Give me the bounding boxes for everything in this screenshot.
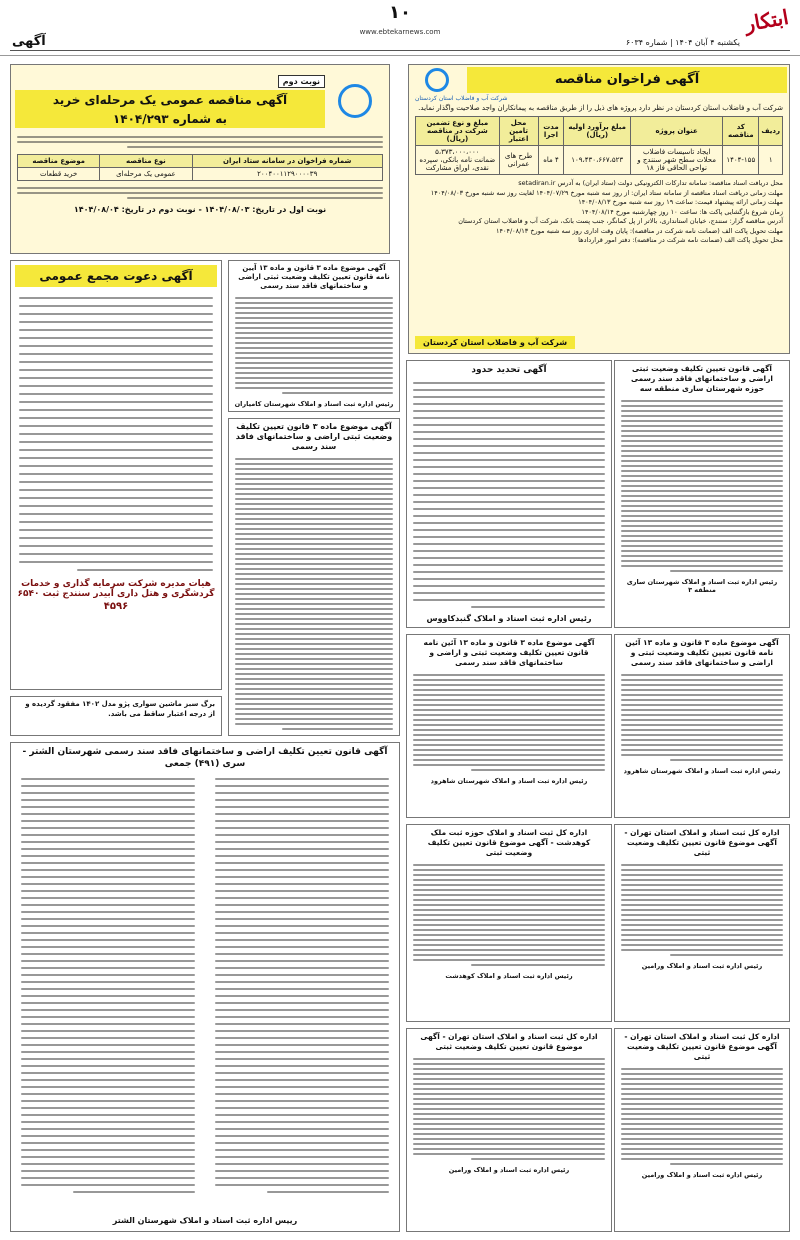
- assembly-footer: هیات مدیره شرکت سرمایه گذاری و خدمات گردشگری و هتل داری آبیدر سنندج ثبت ۶۵۴۰: [17, 579, 215, 599]
- tender-announcement-right: [408, 64, 790, 354]
- ad-a3: اداره کل ثبت اسناد و املاک استان تهران - آگهی موضوع قانون تعیین تکلیف وضعیت ثبتی رئیس اداره ثبت اسناد و املاک ورامین: [614, 824, 790, 1022]
- water-drop-icon: [338, 84, 372, 118]
- ad-center-top: آگهی موضوع ماده ۳ قانون و ماده ۱۳ آیین نامه قانون تعیین تکلیف وضعیت ثبتی اراضی و ساختمانهای فاقد سند رسمی رئیس اداره ثبت اسناد و املاک شهرستان کامیاران: [228, 260, 400, 412]
- tender-table: [415, 116, 783, 175]
- tender-left-number: به شماره ۱۴۰۴/۲۹۳: [15, 110, 325, 128]
- col-row: ردیف: [759, 117, 783, 146]
- assembly-code: ۴۵۹۶: [103, 601, 129, 612]
- page-number: ۱۰: [389, 2, 411, 23]
- assembly-header: آگهی دعوت مجمع عمومی: [15, 265, 217, 287]
- ad-a6: اداره کل ثبت اسناد و املاک استان تهران - آگهی موضوع قانون تعیین تکلیف وضعیت ثبتی رئیس اداره ثبت اسناد و املاک ورامین: [406, 1028, 612, 1232]
- col-estimate: مبلغ برآورد اولیه (ریال): [564, 117, 631, 146]
- water-drop-icon: [425, 68, 449, 92]
- tender-footer: شرکت آب و فاضلاب استان کردستان: [415, 336, 575, 349]
- org-caption: شرکت آب و فاضلاب استان کردستان: [415, 95, 508, 102]
- section-title: آگهی: [12, 34, 46, 49]
- ad-bottom-left: آگهی قانون تعیین تکلیف اراضی و ساختمانهای فاقد سند رسمی شهرستان الشتر - سری (۴۹۱) جمعی رییس اداره ثبت اسناد و املاک شهرستان الشتر: [10, 742, 400, 1232]
- tender-announcement-left: [10, 64, 390, 254]
- col-funding: محل تامین اعتبار: [499, 117, 538, 146]
- ad-a5: اداره کل ثبت اسناد و املاک استان تهران - آگهی موضوع قانون تعیین تکلیف وضعیت ثبتی رئیس اداره ثبت اسناد و املاک ورامین: [614, 1028, 790, 1232]
- ad-a1: آگهی موضوع ماده ۳ قانون و ماده ۱۳ آئین نامه قانون تعیین تکلیف وضعیت ثبتی و اراضی و ساختمانهای فاقد سند رسمی رئیس اداره ثبت اسناد و املاک شهرستان شاهرود: [614, 634, 790, 818]
- tender-intro: شرکت آب و فاضلاب استان کردستان در نظر دارد پروژه های ذیل را از طریق مناقصه به پیمانکاران واجد صلاحیت واگذار نماید.: [418, 104, 783, 112]
- ad-a4: اداره کل ثبت اسناد و املاک حوزه ثبت ملک کوهدشت - آگهی موضوع قانون تعیین تکلیف وضعیت ثبتی رئیس اداره ثبت اسناد و املاک کوهدشت: [406, 824, 612, 1022]
- round-badge: نوبت دوم: [278, 75, 325, 88]
- masthead: [0, 0, 800, 56]
- table-row: ۲۰۰۴۰۰۱۱۲۹۰۰۰۰۳۹ عمومی یک مرحله‌ای خرید قطعات: [18, 168, 383, 181]
- ad-a2: آگهی موضوع ماده ۳ قانون و ماده ۱۳ آئین نامه قانون تعیین تکلیف وضعیت ثبتی و اراضی و ساختمانهای فاقد سند رسمی رئیس اداره ثبت اسناد و املاک شهرستان شاهرود: [406, 634, 612, 818]
- issue-date: یکشنبه ۴ آبان ۱۴۰۴ | شماره ۶۰۳۴: [625, 38, 740, 47]
- tender-left-table: شماره فراخوان در سامانه ستاد ایران نوع مناقصه موضوع مناقصه ۲۰۰۴۰۰۱۱۲۹۰۰۰۰۳۹ عمومی یک مرحله‌ای خرید قطعات: [17, 154, 383, 181]
- assembly-notice: [10, 260, 222, 690]
- table-row: ۱ ۱۴۰۴-۱۵۵ ایجاد تاسیسات فاضلاب محلات سطح شهر سنندج و نواحی الحاقی فاز ۱۸ ۱۰۹،۴۳۰،۶۶۷،۵۲۳ ۴ ماه طرح های عمرانی ۵،۳۷۳،۰۰۰،۰۰۰ ضمانت نامه بانکی، سپرده نقدی، اوراق مشارکت: [416, 146, 783, 175]
- org-logo-left: [325, 80, 385, 118]
- ad-boundary-notice: آگهی تحدید حدود رئیس اداره ثبت اسناد و املاک گنبدکاووس: [406, 360, 612, 628]
- col-guarantee: مبلغ و نوع تضمین شرکت در مناقصه (ریال): [416, 117, 500, 146]
- site-url[interactable]: www.ebtekarnews.com: [359, 28, 441, 36]
- tender-left-footer: نوبت اول در تاریخ: ۱۴۰۴/۰۸/۰۳ - نوبت دوم در تاریخ: ۱۴۰۴/۰۸/۰۴: [73, 205, 327, 214]
- col-code: کد مناقصه: [723, 117, 759, 146]
- lost-document-note: برگ سبز ماشین سواری پژو مدل ۱۴۰۲ مفقود گردیده و از درجه اعتبار ساقط می باشد.: [10, 696, 222, 736]
- masthead-divider: [10, 50, 790, 51]
- ad-center-mid: آگهی موضوع ماده ۳ قانون تعیین تکلیف وضعیت ثبتی اراضی و ساختمانهای فاقد سند رسمی: [228, 418, 400, 736]
- tender-details: محل دریافت اسناد مناقصه: سامانه تدارکات الکترونیکی دولت (ستاد ایران) به آدرس setadiran.ir مهلت زمانی دریافت اسناد مناقصه از سامانه ستاد ایران: از روز سه شنبه مورخ ۱۴۰۴/۰۷/۲۹ لغایت روز سه شنبه مورخ ۱۴۰۴/۰۸/۰۳ مهلت زمانی ارائه پیشنهاد قیمت: ساعت ۱۹ روز سه شنبه مورخ ۱۴۰۴/۰۸/۱۳ زمان شروع بازگشایی پاکت ها: ساعت ۱۰ روز چهارشنبه مورخ ۱۴۰۴/۰۸/۱۴ آدرس مناقصه گزار: سنندج، خیابان استانداری، بالاتر از پل کمانگر، جنب پست بانک، شرکت آب و فاضلاب استان کردستان مهلت تحویل پاکت الف (ضمانت نامه شرکت در مناقصه): پایان وقت اداری روز سه شنبه مورخ ۱۴۰۴/۰۸/۱۳ محل تحویل پاکت الف (ضمانت نامه شرکت در مناقصه): دفتر امور قراردادها: [430, 179, 783, 244]
- col-duration: مدت اجرا: [538, 117, 564, 146]
- ad-right-mid: آگهی قانون تعیین تکلیف وضعیت ثبتی اراضی و ساختمانهای فاقد سند رسمی حوزه شهرستان ساری منطقه سه رئیس اداره ثبت اسناد و املاک شهرستان ساری منطقه ۳: [614, 360, 790, 628]
- tender-left-text: [11, 132, 389, 152]
- col-title: عنوان پروژه: [631, 117, 723, 146]
- org-logo: [409, 68, 465, 92]
- tender-left-header: آگهی مناقصه عمومی یک مرحله‌ای خرید: [15, 90, 325, 110]
- tender-header: آگهی فراخوان مناقصه: [467, 67, 787, 93]
- newspaper-logo: ابتکار: [742, 4, 791, 37]
